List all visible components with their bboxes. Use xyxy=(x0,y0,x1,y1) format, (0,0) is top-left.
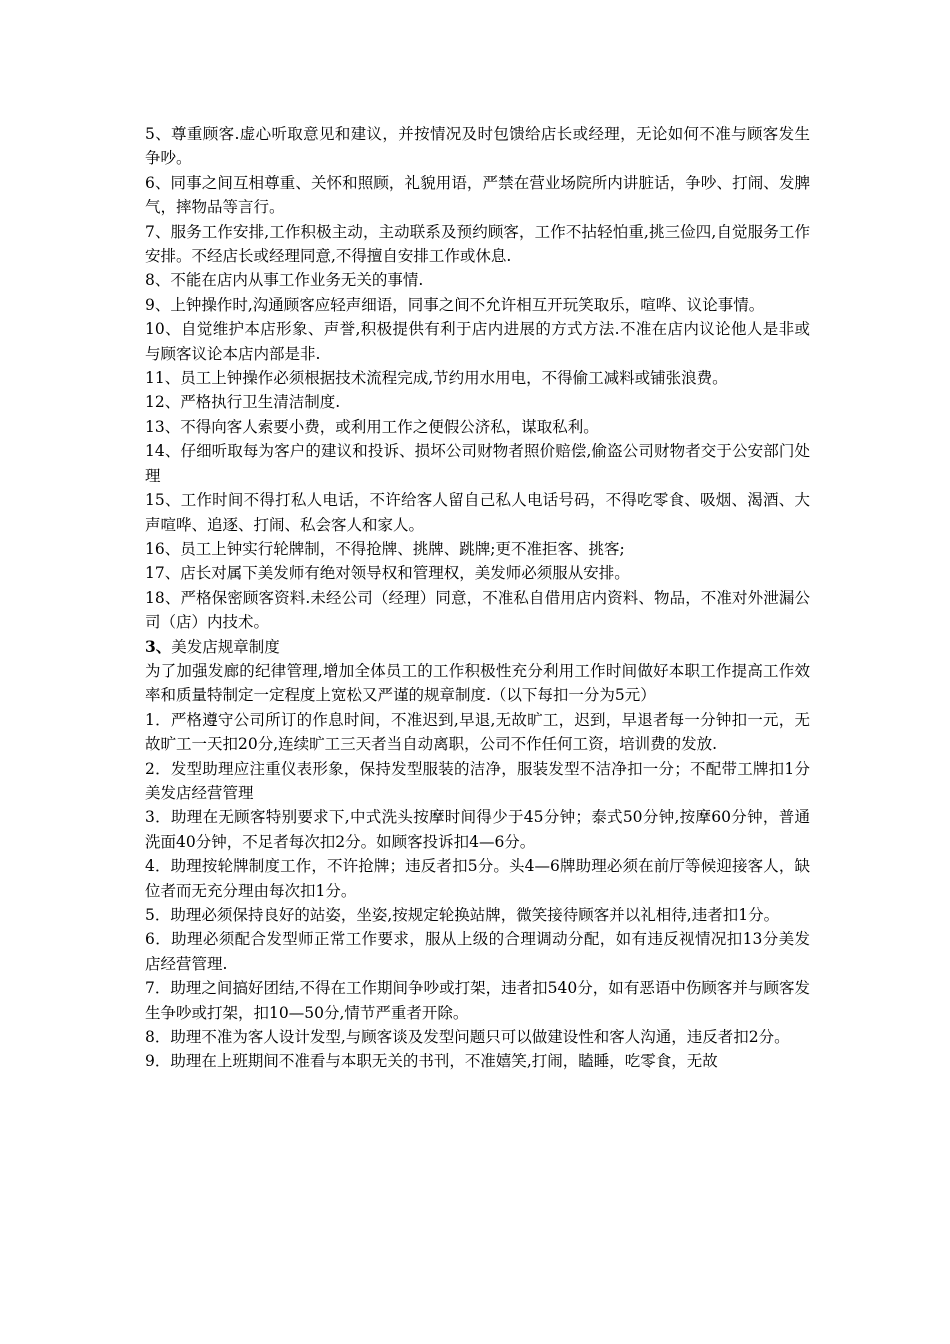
rule-item: 13、不得向客人索要小费，或利用工作之便假公济私，谋取私利。 xyxy=(145,417,599,436)
rule-item: 4．助理按轮牌制度工作，不许抢牌；违反者扣5分。头4—6牌助理必须在前厅等候迎接客人，缺位者而无充分理由每次扣1分。 xyxy=(145,857,810,900)
document-page xyxy=(145,122,810,1074)
rule-item: 5、尊重顾客.虚心听取意见和建议，并按情况及时包馈给店长或经理，无论如何不准与顾客发生争吵。 xyxy=(145,125,810,168)
rule-item: 8、不能在店内从事工作业务无关的事情. xyxy=(145,271,424,290)
rule-item: 6、同事之间互相尊重、关怀和照顾，礼貌用语，严禁在营业场院所内讲脏话，争吵、打闹、发脾气，摔物品等言行。 xyxy=(145,173,810,217)
rule-item: 12、严格执行卫生清洁制度. xyxy=(145,393,341,412)
rules-list-part2 xyxy=(145,708,810,1074)
rule-item: 14、仔细听取每为客户的建议和投诉、损坏公司财物者照价赔偿,偷盗公司财物者交于公安部门处理 xyxy=(145,442,810,485)
section-heading xyxy=(145,635,810,659)
rule-item: 9、上钟操作时,沟通顾客应轻声细语，同事之间不允许相互开玩笑取乐，喧哗、议论事情。 xyxy=(145,295,765,314)
rule-item: 11、员工上钟操作必须根据技术流程完成,节约用水用电，不得偷工减料或铺张浪费。 xyxy=(145,369,728,388)
rule-item: 10、自觉维护本店形象、声誉,积极提供有利于店内进展的方式方法.不准在店内议论他人是非或与顾客议论本店内部是非. xyxy=(145,320,810,363)
rule-item: 18、严格保密顾客资料.未经公司（经理）同意，不准私自借用店内资料、物品，不准对外泄漏公司（店）内技术。 xyxy=(145,588,810,632)
rule-item: 1．严格遵守公司所订的作息时间，不准迟到,早退,无故旷工，迟到，早退者每一分钟扣一元，无故旷工一天扣20分,连续旷工三天者当自动离职，公司不作任何工资，培训费的发放. xyxy=(145,710,810,754)
rule-item: 15、工作时间不得打私人电话，不许给客人留自己私人电话号码，不得吃零食、吸烟、渴酒、大声喧哗、追逐、打闹、私会客人和家人。 xyxy=(145,491,810,534)
rule-item: 5．助理必须保持良好的站姿，坐姿,按规定轮换站牌，微笑接待顾客并以礼相待,违者扣1分。 xyxy=(145,906,780,924)
rule-item: 16、员工上钟实行轮牌制，不得抢牌、挑牌、跳牌;更不准拒客、挑客; xyxy=(145,539,625,558)
rule-item: 3．助理在无顾客特别要求下,中式洗头按摩时间得少于45分钟；泰式50分钟,按摩60分钟，普通洗面40分钟，不足者每次扣2分。如顾客投诉扣4—6分。 xyxy=(145,808,810,851)
rule-item: 7、服务工作安排,工作积极主动，主动联系及预约顾客，工作不拈轻怕重,挑三俭四,自觉服务工作安排。不经店长或经理同意,不得擅自安排工作或休息. xyxy=(145,222,810,266)
rule-item: 8．助理不准为客人设计发型,与顾客谈及发型问题只可以做建设性和客人沟通，违反者扣2分。 xyxy=(145,1028,790,1047)
rules-list-part1 xyxy=(145,122,810,635)
rule-item: 2．发型助理应注重仪表形象，保持发型服装的洁净，服装发型不洁净扣一分；不配带工牌扣1分美发店经营管理 xyxy=(145,759,810,802)
section-title-text: 美发店规章制度 xyxy=(171,637,280,656)
rule-item: 6．助理必须配合发型师正常工作要求，服从上级的合理调动分配，如有违反视情况扣13分美发店经营管理. xyxy=(145,930,810,973)
section-number: 3、 xyxy=(145,636,172,656)
rule-item: 17、店长对属下美发师有绝对领导权和管理权，美发师必须服从安排。 xyxy=(145,564,630,583)
section-intro: 为了加强发廊的纪律管理,增加全体员工的工作积极性充分利用工作时间做好本职工作提高工作效率和质量特制定一定程度上宽松又严谨的规章制度.（以下每扣一分为5元） xyxy=(145,661,810,705)
rule-item: 7．助理之间搞好团结,不得在工作期间争吵或打架，违者扣540分，如有恶语中伤顾客并与顾客发生争吵或打架，扣10—50分,情节严重者开除。 xyxy=(145,979,810,1022)
rule-item: 9．助理在上班期间不准看与本职无关的书刊，不准嬉笑,打闹，瞌睡，吃零食，无故 xyxy=(145,1052,718,1071)
